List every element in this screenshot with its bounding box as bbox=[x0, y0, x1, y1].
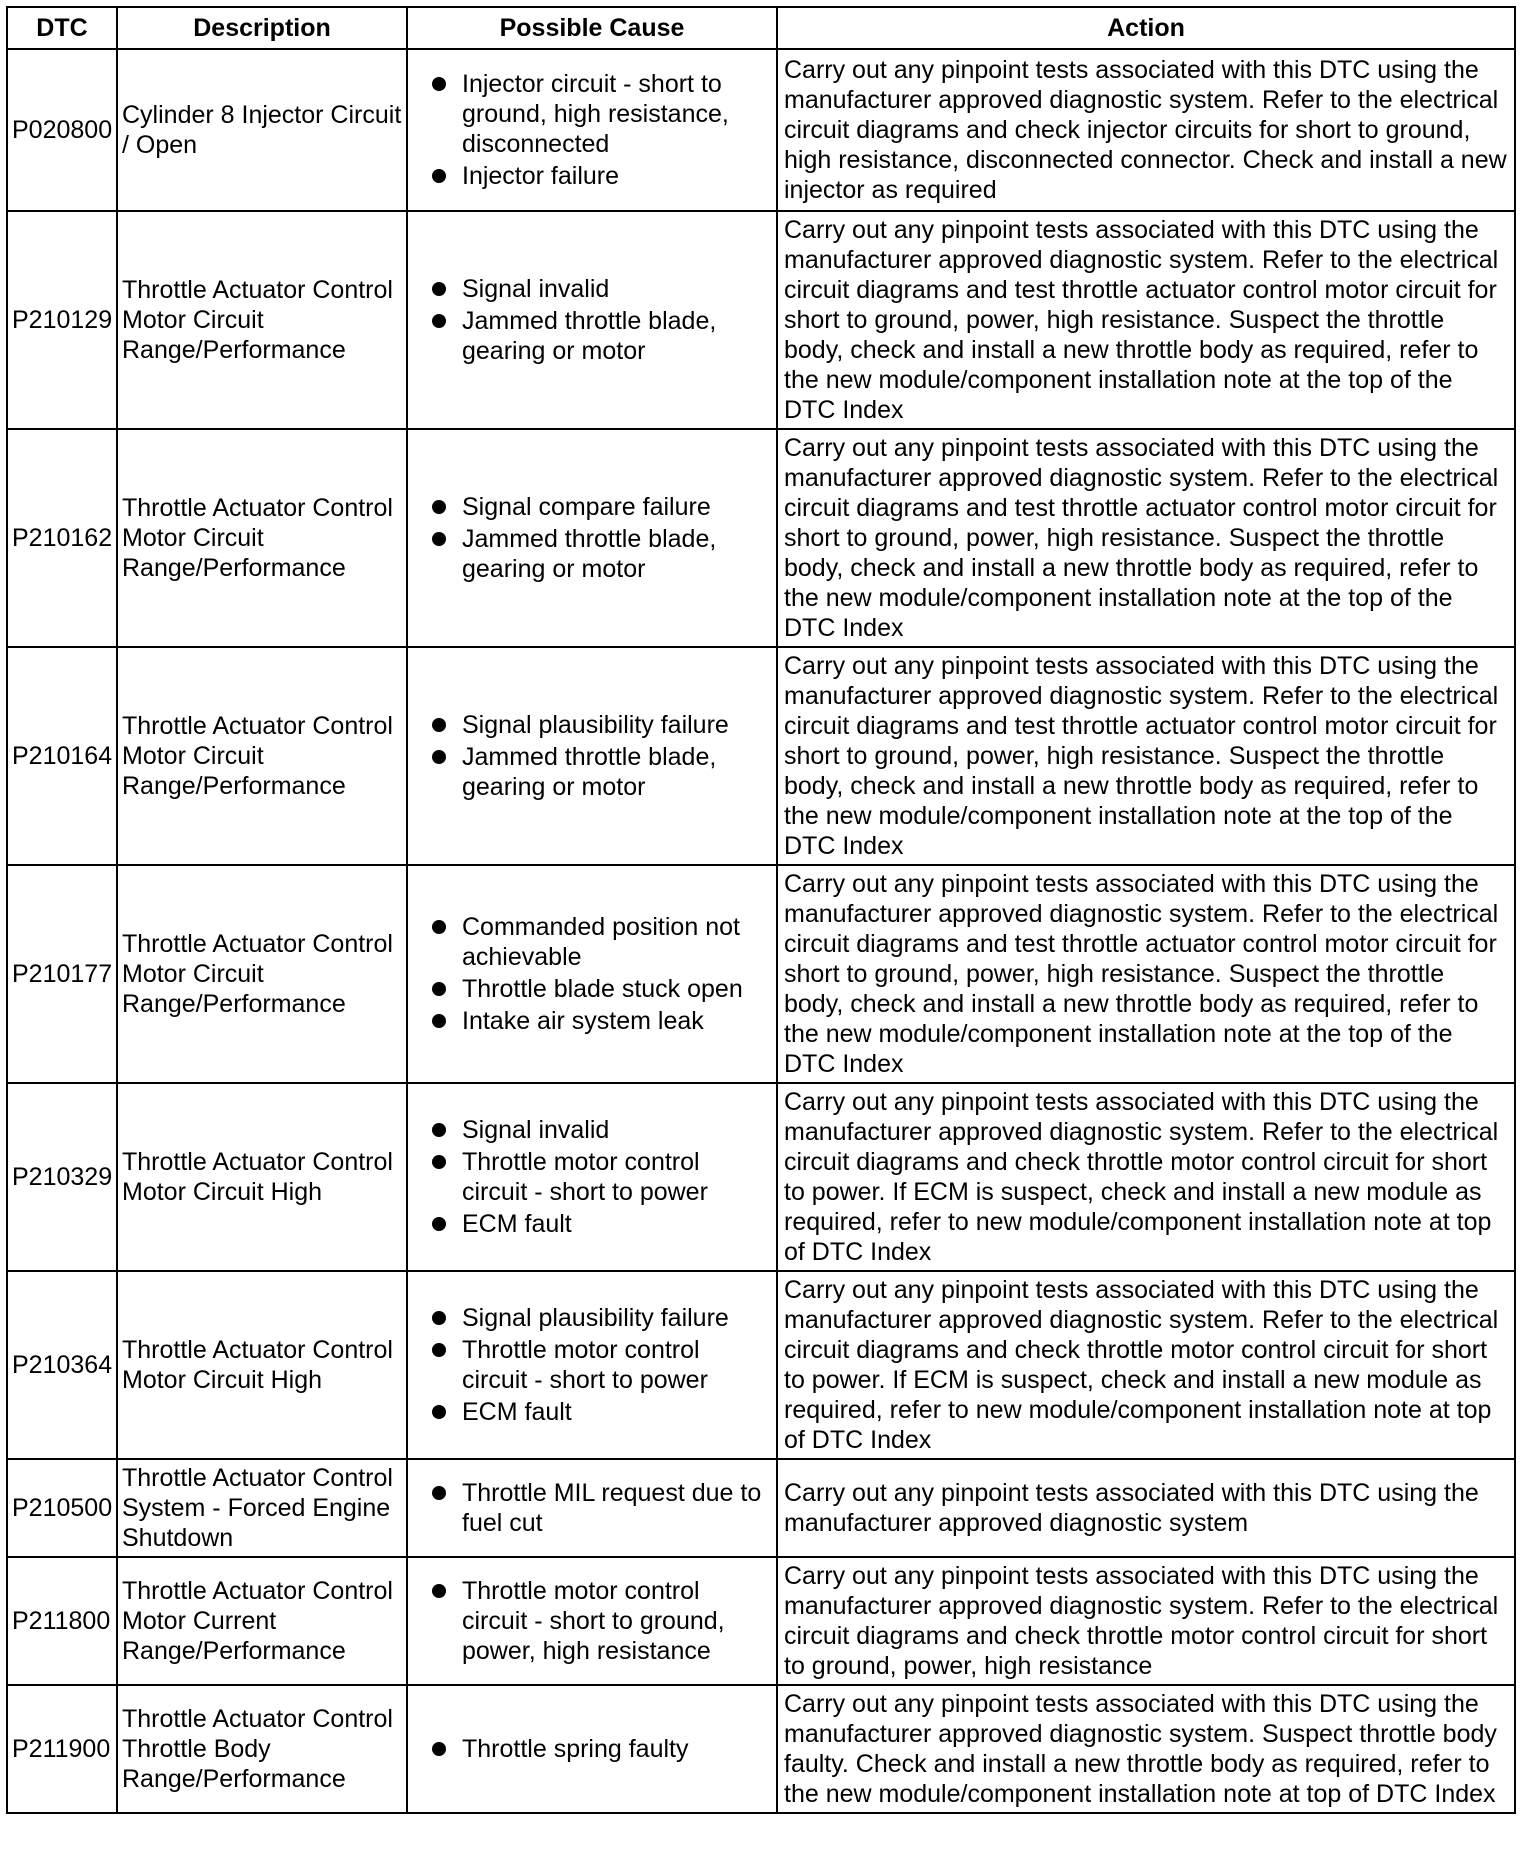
bullet-icon bbox=[432, 750, 446, 764]
description-cell: Throttle Actuator Control Motor Circuit Range/Performance bbox=[117, 429, 407, 647]
bullet-icon bbox=[432, 1405, 446, 1419]
bullet-icon bbox=[432, 1584, 446, 1598]
bullet-icon bbox=[432, 1123, 446, 1137]
action-cell: Carry out any pinpoint tests associated with this DTC using the manufacturer approved diagnostic system bbox=[777, 1459, 1515, 1557]
cause-text: Signal plausibility failure bbox=[462, 711, 729, 739]
cause-text: Injector circuit - short to ground, high resistance, disconnected bbox=[462, 70, 729, 158]
description-cell: Throttle Actuator Control Motor Circuit Range/Performance bbox=[117, 865, 407, 1083]
cause-list-item bbox=[432, 1397, 770, 1427]
table-row bbox=[7, 49, 1515, 211]
bullet-icon bbox=[432, 1311, 446, 1325]
cause-text: Signal invalid bbox=[462, 275, 610, 303]
possible-cause-cell bbox=[407, 211, 777, 429]
possible-cause-cell bbox=[407, 1083, 777, 1271]
cause-list-item bbox=[432, 274, 770, 304]
bullet-icon bbox=[432, 1742, 446, 1756]
cause-list bbox=[414, 1303, 770, 1427]
possible-cause-cell bbox=[407, 1271, 777, 1459]
cause-list-item bbox=[432, 1115, 770, 1145]
table-body bbox=[7, 49, 1515, 1813]
table-row bbox=[7, 429, 1515, 647]
cause-list-item bbox=[432, 1734, 770, 1764]
cause-text: Throttle motor control circuit - short to ground, power, high resistance bbox=[462, 1577, 725, 1665]
possible-cause-cell bbox=[407, 429, 777, 647]
action-cell: Carry out any pinpoint tests associated with this DTC using the manufacturer approved diagnostic system. Refer to the electrical circuit diagrams and test throttle actuator control motor circuit for short to ground, power, high resistance. Suspect the throttle body, check and install a new throttle body as required, refer to the new module/component installation note at the top of the DTC Index bbox=[777, 211, 1515, 429]
bullet-icon bbox=[432, 532, 446, 546]
possible-cause-cell bbox=[407, 865, 777, 1083]
table-row bbox=[7, 1557, 1515, 1685]
action-cell: Carry out any pinpoint tests associated with this DTC using the manufacturer approved diagnostic system. Refer to the electrical circuit diagrams and test throttle actuator control motor circuit for short to ground, power, high resistance. Suspect the throttle body, check and install a new throttle body as required, refer to the new module/component installation note at the top of the DTC Index bbox=[777, 647, 1515, 865]
cause-text: Throttle blade stuck open bbox=[462, 975, 743, 1003]
cause-text: ECM fault bbox=[462, 1398, 572, 1426]
cause-text: Jammed throttle blade, gearing or motor bbox=[462, 743, 717, 801]
cause-list-item bbox=[432, 1209, 770, 1239]
cause-list bbox=[414, 1478, 770, 1538]
cause-list-item bbox=[432, 974, 770, 1004]
bullet-icon bbox=[432, 1217, 446, 1231]
possible-cause-cell bbox=[407, 49, 777, 211]
description-cell: Throttle Actuator Control Motor Circuit High bbox=[117, 1083, 407, 1271]
dtc-code-cell: P020800 bbox=[7, 49, 117, 211]
dtc-code-cell: P210162 bbox=[7, 429, 117, 647]
description-cell: Throttle Actuator Control Motor Circuit Range/Performance bbox=[117, 647, 407, 865]
dtc-code-cell: P210164 bbox=[7, 647, 117, 865]
cause-list bbox=[414, 1115, 770, 1239]
cause-text: ECM fault bbox=[462, 1210, 572, 1238]
cause-text: Signal invalid bbox=[462, 1116, 610, 1144]
cause-list bbox=[414, 274, 770, 366]
description-cell: Throttle Actuator Control Throttle Body Range/Performance bbox=[117, 1685, 407, 1813]
cause-text: Throttle motor control circuit - short to power bbox=[462, 1148, 708, 1206]
cause-list bbox=[414, 69, 770, 191]
dtc-code-cell: P210177 bbox=[7, 865, 117, 1083]
header-row bbox=[7, 7, 1515, 49]
dtc-code-cell: P210129 bbox=[7, 211, 117, 429]
cause-text: Throttle MIL request due to fuel cut bbox=[462, 1479, 762, 1537]
cause-list bbox=[414, 710, 770, 802]
bullet-icon bbox=[432, 314, 446, 328]
table-row bbox=[7, 211, 1515, 429]
bullet-icon bbox=[432, 718, 446, 732]
table-row bbox=[7, 865, 1515, 1083]
cause-list-item bbox=[432, 912, 770, 972]
table-row bbox=[7, 1083, 1515, 1271]
bullet-icon bbox=[432, 1343, 446, 1357]
cause-list-item bbox=[432, 1335, 770, 1395]
bullet-icon bbox=[432, 1014, 446, 1028]
cause-list bbox=[414, 1576, 770, 1666]
dtc-table bbox=[6, 6, 1516, 1814]
action-cell: Carry out any pinpoint tests associated with this DTC using the manufacturer approved diagnostic system. Suspect throttle body faulty. Check and install a new throttle body as required, refer to the new module/component installation note at top of DTC Index bbox=[777, 1685, 1515, 1813]
bullet-icon bbox=[432, 169, 446, 183]
bullet-icon bbox=[432, 77, 446, 91]
cause-text: Throttle motor control circuit - short to power bbox=[462, 1336, 708, 1394]
cause-text: Commanded position not achievable bbox=[462, 913, 740, 971]
cause-text: Intake air system leak bbox=[462, 1007, 704, 1035]
dtc-code-cell: P210364 bbox=[7, 1271, 117, 1459]
cause-list-item bbox=[432, 1147, 770, 1207]
description-cell: Throttle Actuator Control Motor Circuit High bbox=[117, 1271, 407, 1459]
possible-cause-cell bbox=[407, 1685, 777, 1813]
header-dtc: DTC bbox=[7, 7, 117, 49]
cause-list-item bbox=[432, 161, 770, 191]
cause-list-item bbox=[432, 492, 770, 522]
cause-text: Injector failure bbox=[462, 162, 620, 190]
bullet-icon bbox=[432, 1155, 446, 1169]
cause-text: Jammed throttle blade, gearing or motor bbox=[462, 307, 717, 365]
dtc-code-cell: P210329 bbox=[7, 1083, 117, 1271]
cause-list bbox=[414, 1734, 770, 1764]
possible-cause-cell bbox=[407, 1459, 777, 1557]
bullet-icon bbox=[432, 282, 446, 296]
possible-cause-cell bbox=[407, 647, 777, 865]
header-action: Action bbox=[777, 7, 1515, 49]
header-possible-cause: Possible Cause bbox=[407, 7, 777, 49]
cause-list bbox=[414, 912, 770, 1036]
table-row bbox=[7, 647, 1515, 865]
table-row bbox=[7, 1685, 1515, 1813]
table-row bbox=[7, 1271, 1515, 1459]
cause-list-item bbox=[432, 710, 770, 740]
possible-cause-cell bbox=[407, 1557, 777, 1685]
cause-list bbox=[414, 492, 770, 584]
action-cell: Carry out any pinpoint tests associated with this DTC using the manufacturer approved diagnostic system. Refer to the electrical circuit diagrams and check throttle motor control circuit for short to power. If ECM is suspect, check and install a new module as required, refer to new module/component installation note at top of DTC Index bbox=[777, 1083, 1515, 1271]
cause-list-item bbox=[432, 1478, 770, 1538]
dtc-code-cell: P211800 bbox=[7, 1557, 117, 1685]
dtc-code-cell: P211900 bbox=[7, 1685, 117, 1813]
action-cell: Carry out any pinpoint tests associated with this DTC using the manufacturer approved diagnostic system. Refer to the electrical circuit diagrams and check injector circuits for short to ground, high resistance, disconnected connector. Check and install a new injector as required bbox=[777, 49, 1515, 211]
bullet-icon bbox=[432, 920, 446, 934]
action-cell: Carry out any pinpoint tests associated with this DTC using the manufacturer approved diagnostic system. Refer to the electrical circuit diagrams and check throttle motor control circuit for short to power. If ECM is suspect, check and install a new module as required, refer to new module/component installation note at top of DTC Index bbox=[777, 1271, 1515, 1459]
cause-list-item bbox=[432, 1576, 770, 1666]
bullet-icon bbox=[432, 982, 446, 996]
table-row bbox=[7, 1459, 1515, 1557]
bullet-icon bbox=[432, 1486, 446, 1500]
description-cell: Throttle Actuator Control Motor Current Range/Performance bbox=[117, 1557, 407, 1685]
action-cell: Carry out any pinpoint tests associated with this DTC using the manufacturer approved diagnostic system. Refer to the electrical circuit diagrams and test throttle actuator control motor circuit for short to ground, power, high resistance. Suspect the throttle body, check and install a new throttle body as required, refer to the new module/component installation note at the top of the DTC Index bbox=[777, 429, 1515, 647]
description-cell: Throttle Actuator Control System - Forced Engine Shutdown bbox=[117, 1459, 407, 1557]
header-description: Description bbox=[117, 7, 407, 49]
cause-list-item bbox=[432, 1303, 770, 1333]
cause-list-item bbox=[432, 306, 770, 366]
cause-text: Throttle spring faulty bbox=[462, 1735, 689, 1763]
cause-list-item bbox=[432, 524, 770, 584]
cause-text: Signal compare failure bbox=[462, 493, 711, 521]
cause-text: Signal plausibility failure bbox=[462, 1304, 729, 1332]
cause-text: Jammed throttle blade, gearing or motor bbox=[462, 525, 717, 583]
dtc-code-cell: P210500 bbox=[7, 1459, 117, 1557]
bullet-icon bbox=[432, 500, 446, 514]
action-cell: Carry out any pinpoint tests associated with this DTC using the manufacturer approved diagnostic system. Refer to the electrical circuit diagrams and check throttle motor control circuit for short to ground, power, high resistance bbox=[777, 1557, 1515, 1685]
description-cell: Cylinder 8 Injector Circuit / Open bbox=[117, 49, 407, 211]
cause-list-item bbox=[432, 69, 770, 159]
description-cell: Throttle Actuator Control Motor Circuit Range/Performance bbox=[117, 211, 407, 429]
cause-list-item bbox=[432, 1006, 770, 1036]
action-cell: Carry out any pinpoint tests associated with this DTC using the manufacturer approved diagnostic system. Refer to the electrical circuit diagrams and test throttle actuator control motor circuit for short to ground, power, high resistance. Suspect the throttle body, check and install a new throttle body as required, refer to the new module/component installation note at the top of the DTC Index bbox=[777, 865, 1515, 1083]
cause-list-item bbox=[432, 742, 770, 802]
